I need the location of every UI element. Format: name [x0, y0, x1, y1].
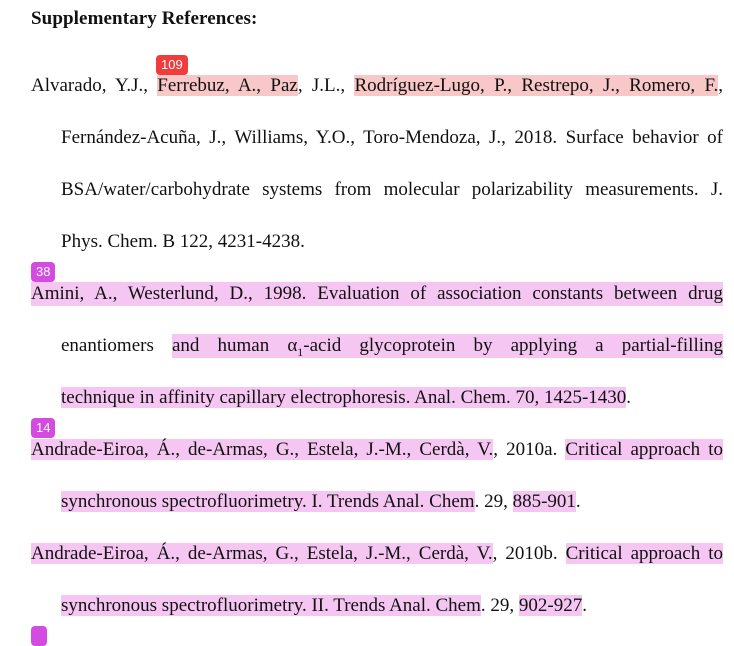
- highlight-pink: synchronous spectrofluorimetry. II. Trends Anal. Chem: [61, 595, 481, 616]
- ref-text: . 29,: [474, 491, 513, 512]
- highlight-pink: synchronous spectrofluorimetry. I. Trends Anal. Chem: [61, 491, 475, 512]
- supplementary-references-heading: Supplementary References:: [31, 8, 258, 29]
- annotation-badge-partial: [31, 626, 47, 646]
- ref-alvarado-line-4: Phys. Chem. B 122, 4231-4238.: [61, 231, 305, 252]
- subscript: 1: [297, 344, 304, 359]
- ref-text: , 2010a.: [493, 439, 566, 460]
- ref-text: , 2010b.: [492, 543, 566, 564]
- highlight-pink: technique in affinity capillary electrophoresis. Anal. Chem. 70, 1425-1430: [61, 387, 627, 408]
- highlight-pink: Andrade-Eiroa, Á., de-Armas, G., Estela, J.-M., Cerdà, V.: [31, 439, 494, 460]
- ref-andrade-2010b-line-1: [31, 542, 723, 566]
- ref-andrade-2010b-line-2: [61, 594, 587, 618]
- annotation-badge-38: 38: [31, 262, 55, 282]
- highlight-red: Rodríguez-Lugo, P., Restrepo, J., Romero, F.: [354, 75, 719, 96]
- highlight-pink: Andrade-Eiroa, Á., de-Armas, G., Estela, J.-M., Cerdà, V.: [31, 543, 493, 564]
- ref-text: ,: [718, 75, 724, 96]
- ref-text: , J.L.,: [297, 75, 355, 96]
- ref-alvarado-line-3: BSA/water/carbohydrate systems from molecular polarizability measurements. J.: [61, 179, 723, 200]
- highlight-pink: Critical approach to: [565, 543, 724, 564]
- ref-amini-line-3: [61, 386, 631, 410]
- annotation-badge-14: 14: [31, 418, 55, 438]
- annotation-badge-109: 109: [156, 55, 188, 75]
- ref-alvarado-line-2: Fernández-Acuña, J., Williams, Y.O., Toro-Mendoza, J., 2018. Surface behavior of: [61, 127, 723, 148]
- ref-andrade-2010a-line-2: [61, 490, 581, 514]
- ref-text: -acid glycoprotein by applying a partial-filling: [303, 335, 724, 356]
- ref-text: and human α: [171, 335, 298, 356]
- highlight-red: Ferrebuz, A., Paz: [157, 75, 298, 96]
- ref-amini-line-2: [61, 334, 723, 364]
- ref-andrade-2010a-line-1: [31, 438, 723, 462]
- ref-text: .: [582, 595, 587, 616]
- ref-text: Alvarado, Y.J.,: [31, 75, 158, 96]
- ref-text: .: [626, 387, 632, 408]
- ref-text: . 29,: [480, 595, 519, 616]
- highlight-pink: Critical approach to: [565, 439, 724, 460]
- ref-text: .: [575, 491, 581, 512]
- ref-text: enantiomers: [61, 335, 172, 356]
- highlight-pink: 885-901: [512, 491, 576, 512]
- ref-amini-line-1: Amini, A., Westerlund, D., 1998. Evaluation of association constants between drug: [31, 283, 723, 304]
- highlight-pink: 902-927: [518, 595, 583, 616]
- ref-alvarado-line-1: [31, 74, 723, 98]
